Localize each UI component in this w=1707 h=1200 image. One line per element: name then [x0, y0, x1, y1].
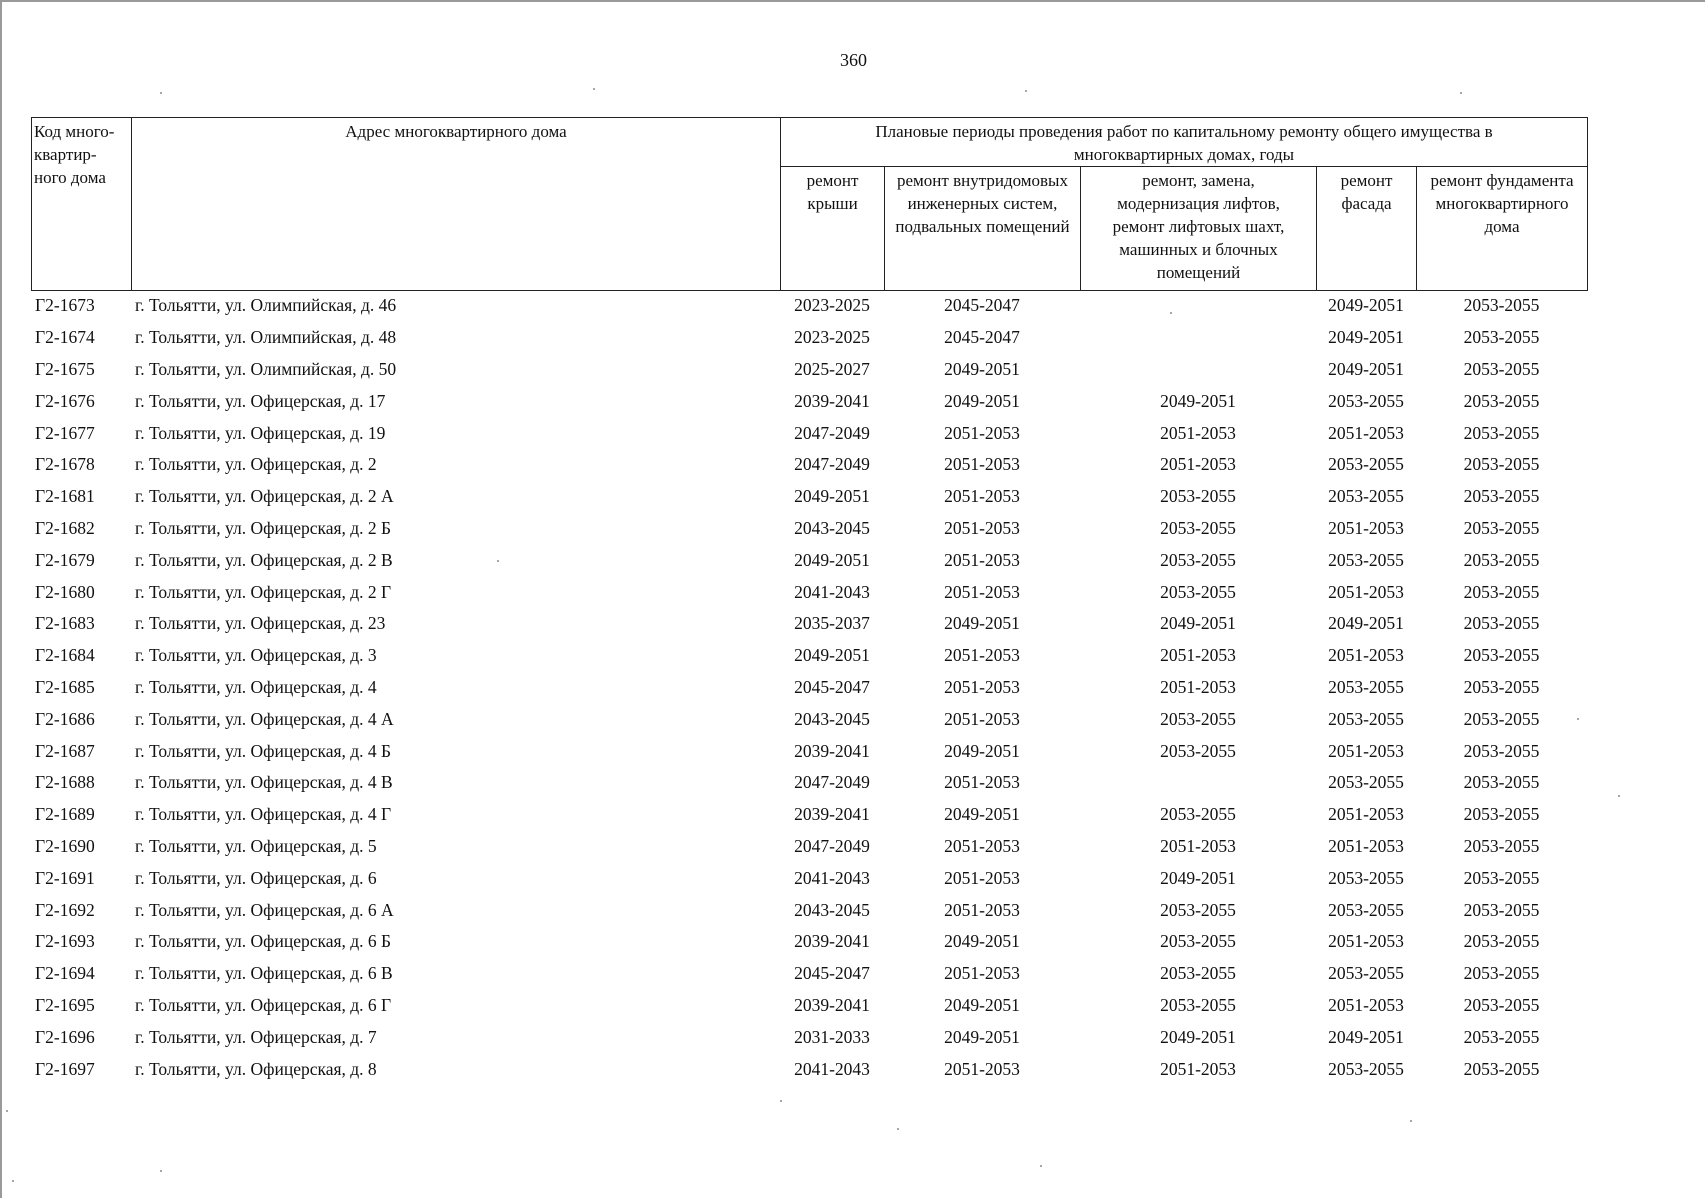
table-row	[31, 608, 1587, 640]
cell-foundation: 2053-2055	[1463, 676, 1540, 697]
cell-foundation: 2053-2055	[1463, 867, 1540, 888]
cell-engineering: 2051-2053	[944, 676, 1020, 697]
cell-address: г. Тольятти, ул. Офицерская, д. 2 В	[135, 549, 393, 570]
cell-roof: 2041-2043	[794, 1058, 870, 1079]
cell-code: Г2-1697	[35, 1058, 95, 1079]
cell-address: г. Тольятти, ул. Офицерская, д. 19	[135, 422, 386, 443]
table-row	[31, 449, 1587, 481]
cell-code: Г2-1692	[35, 899, 95, 920]
cell-elevators: 2051-2053	[1160, 1058, 1236, 1079]
cell-foundation: 2053-2055	[1463, 1026, 1540, 1047]
cell-engineering: 2051-2053	[944, 645, 1020, 666]
cell-facade: 2053-2055	[1328, 963, 1404, 984]
cell-code: Г2-1686	[35, 708, 95, 729]
cell-foundation: 2053-2055	[1463, 613, 1540, 634]
cell-facade: 2053-2055	[1328, 1058, 1404, 1079]
table-row	[31, 640, 1587, 672]
cell-foundation: 2053-2055	[1463, 708, 1540, 729]
cell-foundation: 2053-2055	[1463, 327, 1540, 348]
cell-code: Г2-1689	[35, 804, 95, 825]
cell-elevators: 2051-2053	[1160, 835, 1236, 856]
cell-address: г. Тольятти, ул. Офицерская, д. 4 В	[135, 772, 393, 793]
cell-elevators: 2053-2055	[1160, 963, 1236, 984]
cell-elevators: 2051-2053	[1160, 645, 1236, 666]
cell-foundation: 2053-2055	[1463, 835, 1540, 856]
cell-code: Г2-1690	[35, 835, 95, 856]
table-row	[31, 735, 1587, 767]
cell-elevators: 2053-2055	[1160, 708, 1236, 729]
cell-facade: 2051-2053	[1328, 994, 1404, 1015]
cell-engineering: 2049-2051	[944, 994, 1020, 1015]
data-table	[31, 290, 1587, 1085]
table-row	[31, 703, 1587, 735]
cell-roof: 2049-2051	[794, 486, 870, 507]
cell-roof: 2043-2045	[794, 708, 870, 729]
cell-code: Г2-1675	[35, 358, 95, 379]
cell-facade: 2049-2051	[1328, 295, 1404, 316]
cell-elevators: 2053-2055	[1160, 486, 1236, 507]
cell-foundation: 2053-2055	[1463, 994, 1540, 1015]
cell-address: г. Тольятти, ул. Олимпийская, д. 48	[135, 327, 397, 348]
cell-facade: 2051-2053	[1328, 931, 1404, 952]
cell-facade: 2053-2055	[1328, 486, 1404, 507]
cell-elevators: 2053-2055	[1160, 899, 1236, 920]
page-number: 360	[840, 50, 867, 70]
cell-roof: 2023-2025	[794, 327, 870, 348]
cell-code: Г2-1673	[35, 295, 95, 316]
table-row	[31, 385, 1587, 417]
cell-elevators: 2049-2051	[1160, 613, 1236, 634]
cell-elevators: 2051-2053	[1160, 676, 1236, 697]
cell-address: г. Тольятти, ул. Офицерская, д. 6 Б	[135, 931, 392, 952]
cell-elevators: 2049-2051	[1160, 1026, 1236, 1047]
table-row	[31, 481, 1587, 513]
cell-roof: 2043-2045	[794, 517, 870, 538]
cell-address: г. Тольятти, ул. Офицерская, д. 23	[135, 613, 386, 634]
cell-address: г. Тольятти, ул. Офицерская, д. 6 Г	[135, 994, 392, 1015]
cell-address: г. Тольятти, ул. Офицерская, д. 4 Б	[135, 740, 392, 761]
cell-code: Г2-1674	[35, 327, 95, 348]
cell-foundation: 2053-2055	[1463, 645, 1540, 666]
cell-elevators: 2053-2055	[1160, 804, 1236, 825]
table-row	[31, 862, 1587, 894]
cell-elevators	[1080, 767, 1316, 799]
cell-engineering: 2049-2051	[944, 740, 1020, 761]
cell-facade: 2053-2055	[1328, 899, 1404, 920]
cell-code: Г2-1680	[35, 581, 95, 602]
cell-engineering: 2051-2053	[944, 899, 1020, 920]
cell-roof: 2039-2041	[794, 931, 870, 952]
cell-facade: 2049-2051	[1328, 358, 1404, 379]
cell-address: г. Тольятти, ул. Офицерская, д. 6 А	[135, 899, 394, 920]
cell-roof: 2049-2051	[794, 645, 870, 666]
header-facade: ремонт фасада	[1317, 167, 1417, 291]
cell-roof: 2039-2041	[794, 390, 870, 411]
cell-facade: 2053-2055	[1328, 708, 1404, 729]
cell-facade: 2053-2055	[1328, 549, 1404, 570]
cell-address: г. Тольятти, ул. Олимпийская, д. 50	[135, 358, 397, 379]
table-row	[31, 513, 1587, 545]
cell-facade: 2051-2053	[1328, 422, 1404, 443]
cell-foundation: 2053-2055	[1463, 931, 1540, 952]
cell-engineering: 2051-2053	[944, 708, 1020, 729]
cell-code: Г2-1687	[35, 740, 95, 761]
cell-engineering: 2049-2051	[944, 931, 1020, 952]
table-header	[31, 117, 1588, 291]
cell-elevators	[1080, 290, 1316, 322]
cell-address: г. Тольятти, ул. Офицерская, д. 3	[135, 645, 377, 666]
cell-engineering: 2051-2053	[944, 422, 1020, 443]
cell-elevators: 2053-2055	[1160, 931, 1236, 952]
cell-engineering: 2051-2053	[944, 549, 1020, 570]
cell-address: г. Тольятти, ул. Офицерская, д. 5	[135, 835, 377, 856]
cell-roof: 2041-2043	[794, 867, 870, 888]
cell-roof: 2041-2043	[794, 581, 870, 602]
header-periods-title: Плановые периоды проведения работ по капитальному ремонту общего имущества в многоквартирных домах, годы	[781, 118, 1588, 167]
cell-address: г. Тольятти, ул. Офицерская, д. 17	[135, 390, 386, 411]
cell-facade: 2053-2055	[1328, 676, 1404, 697]
table-row	[31, 767, 1587, 799]
table-row	[31, 1053, 1587, 1085]
cell-engineering: 2049-2051	[944, 613, 1020, 634]
cell-address: г. Тольятти, ул. Офицерская, д. 2	[135, 454, 377, 475]
cell-foundation: 2053-2055	[1463, 295, 1540, 316]
cell-engineering: 2051-2053	[944, 772, 1020, 793]
cell-roof: 2035-2037	[794, 613, 870, 634]
cell-facade: 2049-2051	[1328, 1026, 1404, 1047]
table-row	[31, 799, 1587, 831]
cell-address: г. Тольятти, ул. Офицерская, д. 8	[135, 1058, 377, 1079]
table-row	[31, 544, 1587, 576]
table-row	[31, 926, 1587, 958]
table-row	[31, 672, 1587, 704]
cell-engineering: 2051-2053	[944, 867, 1020, 888]
cell-code: Г2-1683	[35, 613, 95, 634]
cell-engineering: 2045-2047	[944, 327, 1020, 348]
cell-elevators: 2053-2055	[1160, 740, 1236, 761]
cell-facade: 2051-2053	[1328, 804, 1404, 825]
cell-engineering: 2051-2053	[944, 581, 1020, 602]
cell-code: Г2-1682	[35, 517, 95, 538]
cell-address: г. Тольятти, ул. Офицерская, д. 6	[135, 867, 377, 888]
cell-foundation: 2053-2055	[1463, 486, 1540, 507]
cell-facade: 2049-2051	[1328, 327, 1404, 348]
cell-facade: 2051-2053	[1328, 740, 1404, 761]
cell-elevators	[1080, 354, 1316, 386]
cell-elevators: 2051-2053	[1160, 454, 1236, 475]
cell-roof: 2047-2049	[794, 772, 870, 793]
cell-engineering: 2049-2051	[944, 1026, 1020, 1047]
cell-address: г. Тольятти, ул. Офицерская, д. 4 Г	[135, 804, 392, 825]
cell-engineering: 2049-2051	[944, 804, 1020, 825]
cell-facade: 2053-2055	[1328, 867, 1404, 888]
header-address: Адрес многоквартирного дома	[132, 118, 781, 291]
cell-facade: 2051-2053	[1328, 835, 1404, 856]
table-row	[31, 831, 1587, 863]
cell-elevators: 2049-2051	[1160, 867, 1236, 888]
cell-roof: 2047-2049	[794, 454, 870, 475]
cell-code: Г2-1696	[35, 1026, 95, 1047]
table-row	[31, 990, 1587, 1022]
table-row	[31, 290, 1587, 322]
cell-code: Г2-1694	[35, 963, 95, 984]
cell-foundation: 2053-2055	[1463, 390, 1540, 411]
cell-engineering: 2051-2053	[944, 517, 1020, 538]
cell-address: г. Тольятти, ул. Офицерская, д. 2 А	[135, 486, 394, 507]
cell-roof: 2047-2049	[794, 422, 870, 443]
cell-roof: 2047-2049	[794, 835, 870, 856]
cell-foundation: 2053-2055	[1463, 358, 1540, 379]
cell-elevators: 2049-2051	[1160, 390, 1236, 411]
cell-engineering: 2051-2053	[944, 454, 1020, 475]
header-engineering: ремонт внутридомовых инженерных систем, подвальных помещений	[885, 167, 1081, 291]
cell-elevators: 2053-2055	[1160, 549, 1236, 570]
cell-roof: 2039-2041	[794, 994, 870, 1015]
cell-code: Г2-1677	[35, 422, 95, 443]
cell-elevators: 2051-2053	[1160, 422, 1236, 443]
cell-facade: 2053-2055	[1328, 454, 1404, 475]
table-row	[31, 894, 1587, 926]
cell-address: г. Тольятти, ул. Офицерская, д. 2 Г	[135, 581, 392, 602]
cell-code: Г2-1691	[35, 867, 95, 888]
cell-foundation: 2053-2055	[1463, 422, 1540, 443]
cell-roof: 2043-2045	[794, 899, 870, 920]
cell-foundation: 2053-2055	[1463, 517, 1540, 538]
header-code: Код много-квартир-ного дома	[32, 118, 132, 291]
cell-foundation: 2053-2055	[1463, 804, 1540, 825]
cell-facade: 2053-2055	[1328, 390, 1404, 411]
table-row	[31, 958, 1587, 990]
cell-address: г. Тольятти, ул. Офицерская, д. 7	[135, 1026, 377, 1047]
cell-engineering: 2049-2051	[944, 390, 1020, 411]
cell-engineering: 2051-2053	[944, 1058, 1020, 1079]
cell-roof: 2045-2047	[794, 963, 870, 984]
cell-address: г. Тольятти, ул. Офицерская, д. 4	[135, 676, 377, 697]
cell-code: Г2-1685	[35, 676, 95, 697]
cell-facade: 2051-2053	[1328, 645, 1404, 666]
table-row	[31, 354, 1587, 386]
cell-engineering: 2045-2047	[944, 295, 1020, 316]
cell-address: г. Тольятти, ул. Офицерская, д. 6 В	[135, 963, 393, 984]
cell-elevators: 2053-2055	[1160, 581, 1236, 602]
cell-code: Г2-1679	[35, 549, 95, 570]
cell-foundation: 2053-2055	[1463, 772, 1540, 793]
cell-facade: 2053-2055	[1328, 772, 1404, 793]
cell-foundation: 2053-2055	[1463, 581, 1540, 602]
cell-elevators: 2053-2055	[1160, 994, 1236, 1015]
cell-code: Г2-1678	[35, 454, 95, 475]
cell-address: г. Тольятти, ул. Олимпийская, д. 46	[135, 295, 397, 316]
cell-foundation: 2053-2055	[1463, 899, 1540, 920]
cell-code: Г2-1681	[35, 486, 95, 507]
cell-foundation: 2053-2055	[1463, 549, 1540, 570]
cell-elevators	[1080, 322, 1316, 354]
cell-code: Г2-1695	[35, 994, 95, 1015]
cell-roof: 2023-2025	[794, 295, 870, 316]
cell-engineering: 2051-2053	[944, 486, 1020, 507]
cell-facade: 2049-2051	[1328, 613, 1404, 634]
header-roof: ремонт крыши	[781, 167, 885, 291]
cell-foundation: 2053-2055	[1463, 454, 1540, 475]
table-row	[31, 576, 1587, 608]
table-row	[31, 417, 1587, 449]
cell-engineering: 2051-2053	[944, 963, 1020, 984]
cell-engineering: 2049-2051	[944, 358, 1020, 379]
cell-elevators: 2053-2055	[1160, 517, 1236, 538]
cell-foundation: 2053-2055	[1463, 1058, 1540, 1079]
table-row	[31, 322, 1587, 354]
cell-roof: 2025-2027	[794, 358, 870, 379]
cell-foundation: 2053-2055	[1463, 740, 1540, 761]
cell-address: г. Тольятти, ул. Офицерская, д. 2 Б	[135, 517, 392, 538]
cell-code: Г2-1684	[35, 645, 95, 666]
table-row	[31, 1021, 1587, 1053]
cell-roof: 2039-2041	[794, 804, 870, 825]
header-foundation: ремонт фундамента многоквартирного дома	[1417, 167, 1588, 291]
cell-foundation: 2053-2055	[1463, 963, 1540, 984]
cell-facade: 2051-2053	[1328, 581, 1404, 602]
cell-code: Г2-1676	[35, 390, 95, 411]
cell-facade: 2051-2053	[1328, 517, 1404, 538]
cell-code: Г2-1688	[35, 772, 95, 793]
cell-address: г. Тольятти, ул. Офицерская, д. 4 А	[135, 708, 394, 729]
cell-code: Г2-1693	[35, 931, 95, 952]
cell-engineering: 2051-2053	[944, 835, 1020, 856]
header-elevators: ремонт, замена, модернизация лифтов, ремонт лифтовых шахт, машинных и блочных помещений	[1081, 167, 1317, 291]
cell-roof: 2045-2047	[794, 676, 870, 697]
cell-roof: 2039-2041	[794, 740, 870, 761]
table-body	[31, 290, 1587, 1085]
cell-roof: 2049-2051	[794, 549, 870, 570]
cell-roof: 2031-2033	[794, 1026, 870, 1047]
